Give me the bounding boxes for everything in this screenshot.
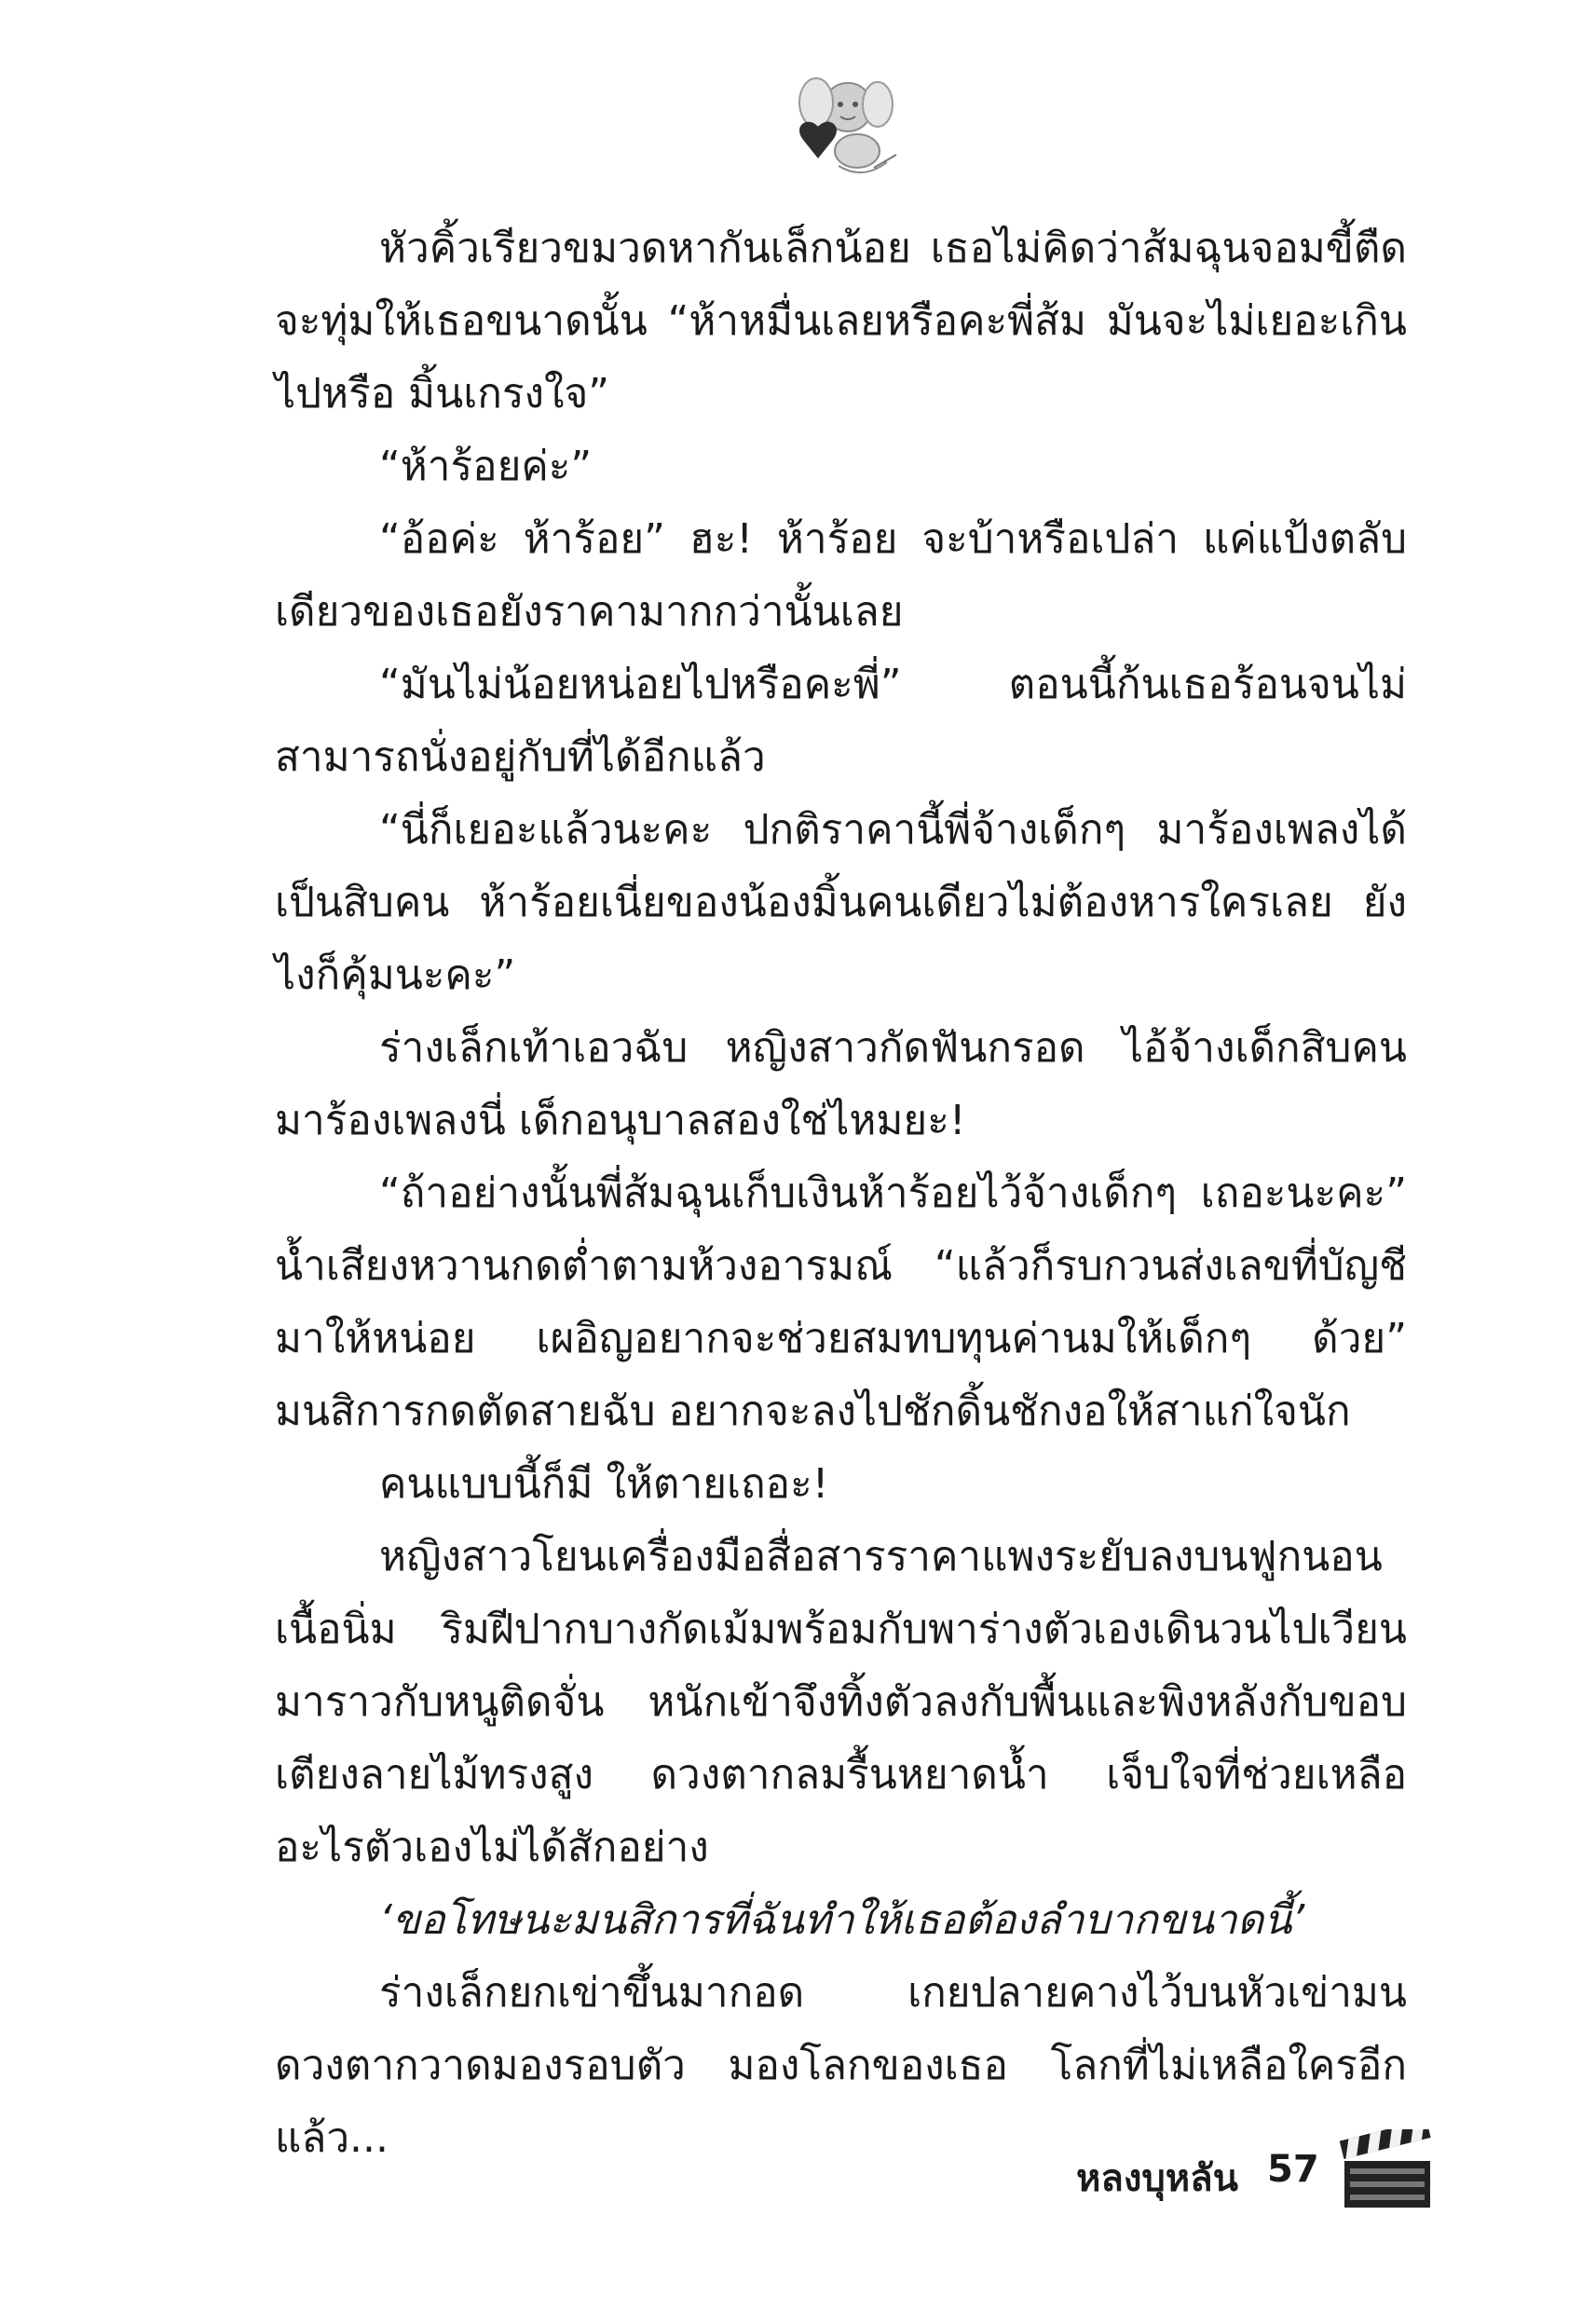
page-number: 57 — [1267, 2148, 1319, 2191]
paragraph: หญิงสาวโยนเครื่องมือสื่อสารราคาแพงระยับลงบนฟูกนอนเนื้อนิ่ม ริมฝีปากบางกัดเม้มพร้อมกับพาร่างตัวเองเดินวนไปเวียนมาราวกับหนูติดจั่น หนักเข้าจึงทิ้งตัวลงกับพื้นและพิงหลังกับขอบเตียงลายไม้ทรงสูง ดวงตากลมรื้นหยาดน้ำ เจ็บใจที่ช่วยเหลืออะไรตัวเองไม่ได้สักอย่าง — [275, 1533, 1407, 1871]
paragraph: ร่างเล็กเท้าเอวฉับ หญิงสาวกัดฟันกรอด ไอ้จ้างเด็กสิบคนมาร้องเพลงนี่ เด็กอนุบาลสองใช่ไหมยะ! — [275, 1024, 1407, 1144]
italic-thought-paragraph: ‘ขอโทษนะมนสิการที่ฉันทำให้เธอต้องลำบากขนาดนี้’ — [379, 1896, 1305, 1944]
paragraph: “ถ้าอย่างนั้นพี่ส้มฉุนเก็บเงินห้าร้อยไว้จ้างเด็กๆ เถอะนะคะ” น้ำเสียงหวานกดต่ำตามห้วงอารมณ์ “แล้วก็รบกวนส่งเลขที่บัญชีมาให้หน่อย เผอิญอยากจะช่วยสมทบทุนค่านมให้เด็กๆ ด้วย” มนสิการกดตัดสายฉับ อยากจะลงไปชักดิ้นชักงอให้สาแก่ใจนัก — [275, 1169, 1407, 1435]
paragraph: “ห้าร้อยค่ะ” — [379, 443, 593, 490]
paragraph: “นี่ก็เยอะแล้วนะคะ ปกติราคานี้พี่จ้างเด็กๆ มาร้องเพลงได้เป็นสิบคน ห้าร้อยเนี่ยของน้องมิ้นคนเดียวไม่ต้องหารใครเลย ยังไงก็คุ้มนะคะ” — [275, 806, 1407, 999]
paragraph: หัวคิ้วเรียวขมวดหากันเล็กน้อย เธอไม่คิดว่าส้มฉุนจอมขี้ตืดจะทุ่มให้เธอขนาดนั้น “ห้าหมื่นเลยหรือคะพี่ส้ม มันจะไม่เยอะเกินไปหรือ มิ้นเกรงใจ” — [275, 225, 1407, 417]
paragraph: ร่างเล็กยกเข่าขึ้นมากอด เกยปลายคางไว้บนหัวเข่ามน ดวงตากวาดมองรอบตัว มองโลกของเธอ โลกที่ไม่เหลือใครอีกแล้ว... — [275, 1969, 1407, 2162]
book-title: หลงบุหลัน — [1076, 2157, 1239, 2200]
paragraph: คนแบบนี้ก็มี ให้ตายเถอะ! — [379, 1460, 829, 1508]
paragraph: “อ้อค่ะ ห้าร้อย” ฮะ! ห้าร้อย จะบ้าหรือเปล่า แค่แป้งตลับเดียวของเธอยังราคามากกว่านั้นเลย — [275, 515, 1407, 636]
film-clapperboard-icon — [1337, 2129, 1439, 2213]
page-footer — [1053, 2129, 1444, 2213]
paragraph: “มันไม่น้อยหน่อยไปหรือคะพี่” ตอนนี้ก้นเธอร้อนจนไม่สามารถนั่งอยู่กับที่ได้อีกแล้ว — [275, 661, 1407, 781]
cupid-with-heart-icon — [783, 65, 904, 186]
story-text — [275, 212, 1407, 2175]
